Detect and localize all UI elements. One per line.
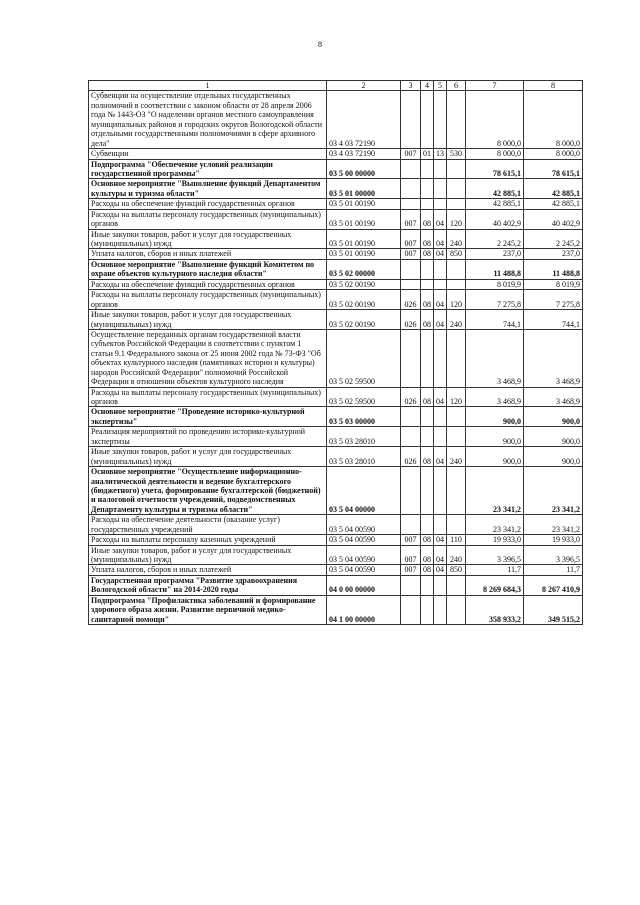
row-col6-cell: 240 <box>447 310 466 330</box>
row-code-cell: 03 5 03 28010 <box>327 427 401 447</box>
row-name-cell: Субвенции на осуществление отдельных государственных полномочий в соответствии с законом области от 28 апреля 2006 года № 1443-ОЗ "О наделении органов местного самоуправления муниципальных районов и городских округов Вологодской области отдельными государственными полномочиями в сфере архивного дела" <box>89 91 327 149</box>
row-col5-cell: 04 <box>434 310 447 330</box>
row-col4-cell <box>421 595 434 624</box>
row-col3-cell: 026 <box>401 387 421 407</box>
header-col-7: 7 <box>466 81 524 91</box>
table-row <box>89 199 583 209</box>
row-value7-cell: 358 933,2 <box>466 595 524 624</box>
row-name-cell: Подпрограмма "Профилактика заболеваний и формирование здорового образа жизни. Развитие первичной медико-санитарной помощи" <box>89 595 327 624</box>
row-col6-cell <box>447 179 466 199</box>
row-name-cell: Основное мероприятие "Проведение историко-культурной экспертизы" <box>89 407 327 427</box>
budget-table <box>88 80 583 625</box>
row-col6-cell <box>447 595 466 624</box>
row-value7-cell: 23 341,2 <box>466 515 524 535</box>
row-code-cell: 03 5 02 00000 <box>327 259 401 279</box>
row-code-cell: 03 5 03 00000 <box>327 407 401 427</box>
row-name-cell: Расходы на выплаты персоналу государственных (муниципальных) органов <box>89 290 327 310</box>
row-value7-cell: 2 245,2 <box>466 229 524 249</box>
table-row <box>89 447 583 467</box>
table-row <box>89 407 583 427</box>
page-number: 8 <box>318 40 322 49</box>
row-col5-cell <box>434 515 447 535</box>
row-value8-cell: 900,0 <box>524 427 583 447</box>
row-name-cell: Государственная программа "Развитие здравоохранения Вологодской области" на 2014-2020 годы <box>89 575 327 595</box>
row-col4-cell: 08 <box>421 249 434 259</box>
row-col6-cell: 240 <box>447 447 466 467</box>
row-col4-cell: 08 <box>421 447 434 467</box>
row-col3-cell <box>401 575 421 595</box>
row-col6-cell: 530 <box>447 149 466 159</box>
row-value7-cell: 900,0 <box>466 427 524 447</box>
row-name-cell: Иные закупки товаров, работ и услуг для государственных (муниципальных) нужд <box>89 545 327 565</box>
row-col4-cell: 08 <box>421 209 434 229</box>
row-value8-cell: 349 515,2 <box>524 595 583 624</box>
row-col6-cell: 120 <box>447 290 466 310</box>
row-value8-cell: 2 245,2 <box>524 229 583 249</box>
row-col5-cell: 04 <box>434 290 447 310</box>
row-col5-cell <box>434 159 447 179</box>
row-code-cell: 03 5 02 59500 <box>327 329 401 387</box>
row-col3-cell: 007 <box>401 535 421 545</box>
row-name-cell: Расходы на выплаты персоналу государственных (муниципальных) органов <box>89 209 327 229</box>
row-name-cell: Расходы на выплаты персоналу казенных учреждений <box>89 535 327 545</box>
row-value8-cell: 3 396,5 <box>524 545 583 565</box>
row-col5-cell <box>434 179 447 199</box>
row-col3-cell <box>401 259 421 279</box>
row-value8-cell: 11 488,8 <box>524 259 583 279</box>
row-col5-cell <box>434 279 447 289</box>
row-value8-cell: 900,0 <box>524 407 583 427</box>
row-value8-cell: 19 933,0 <box>524 535 583 545</box>
row-col6-cell: 850 <box>447 249 466 259</box>
row-col6-cell <box>447 467 466 515</box>
table-row <box>89 565 583 575</box>
row-col5-cell: 04 <box>434 209 447 229</box>
row-col5-cell: 04 <box>434 249 447 259</box>
row-col3-cell <box>401 179 421 199</box>
row-code-cell: 03 4 03 72190 <box>327 149 401 159</box>
row-name-cell: Субвенции <box>89 149 327 159</box>
row-col4-cell <box>421 179 434 199</box>
header-col-6: 6 <box>447 81 466 91</box>
table-row <box>89 159 583 179</box>
row-col4-cell: 08 <box>421 229 434 249</box>
row-col3-cell <box>401 91 421 149</box>
row-code-cell: 03 5 04 00590 <box>327 515 401 535</box>
header-row <box>89 81 583 91</box>
row-value8-cell: 3 468,9 <box>524 329 583 387</box>
row-col5-cell <box>434 199 447 209</box>
row-code-cell: 03 5 02 59500 <box>327 387 401 407</box>
row-col5-cell: 04 <box>434 545 447 565</box>
row-name-cell: Расходы на выплаты персоналу государственных (муниципальных) органов <box>89 387 327 407</box>
row-code-cell: 03 5 01 00190 <box>327 229 401 249</box>
row-value7-cell: 744,1 <box>466 310 524 330</box>
row-col4-cell <box>421 427 434 447</box>
row-col4-cell <box>421 575 434 595</box>
row-value8-cell: 3 468,9 <box>524 387 583 407</box>
row-col4-cell: 08 <box>421 387 434 407</box>
table-row <box>89 149 583 159</box>
table-row <box>89 259 583 279</box>
row-code-cell: 03 5 01 00000 <box>327 179 401 199</box>
row-value7-cell: 8 019,9 <box>466 279 524 289</box>
row-col5-cell <box>434 467 447 515</box>
row-col4-cell: 01 <box>421 149 434 159</box>
row-col5-cell <box>434 259 447 279</box>
row-col3-cell <box>401 279 421 289</box>
table-body <box>89 91 583 625</box>
row-value7-cell: 8 269 684,3 <box>466 575 524 595</box>
row-value8-cell: 23 341,2 <box>524 515 583 535</box>
row-value7-cell: 900,0 <box>466 407 524 427</box>
row-col3-cell: 026 <box>401 310 421 330</box>
header-col-2: 2 <box>327 81 401 91</box>
table-row <box>89 209 583 229</box>
row-col6-cell: 850 <box>447 565 466 575</box>
row-value8-cell: 900,0 <box>524 447 583 467</box>
table-row <box>89 290 583 310</box>
row-value7-cell: 8 000,0 <box>466 149 524 159</box>
table-row <box>89 329 583 387</box>
table-row <box>89 427 583 447</box>
row-value8-cell: 7 275,8 <box>524 290 583 310</box>
row-col3-cell <box>401 515 421 535</box>
table-row <box>89 467 583 515</box>
header-col-3: 3 <box>401 81 421 91</box>
table-row <box>89 515 583 535</box>
row-code-cell: 04 0 00 00000 <box>327 575 401 595</box>
row-col4-cell <box>421 199 434 209</box>
row-col5-cell <box>434 329 447 387</box>
row-value7-cell: 42 885,1 <box>466 199 524 209</box>
row-col3-cell: 026 <box>401 447 421 467</box>
row-code-cell: 03 5 01 00190 <box>327 249 401 259</box>
row-col5-cell: 04 <box>434 535 447 545</box>
row-value7-cell: 11 488,8 <box>466 259 524 279</box>
row-value7-cell: 19 933,0 <box>466 535 524 545</box>
row-value7-cell: 7 275,8 <box>466 290 524 310</box>
row-value7-cell: 3 468,9 <box>466 387 524 407</box>
row-col4-cell <box>421 329 434 387</box>
row-col3-cell <box>401 467 421 515</box>
row-col4-cell: 08 <box>421 290 434 310</box>
row-col4-cell <box>421 515 434 535</box>
row-value7-cell: 8 000,0 <box>466 91 524 149</box>
row-col6-cell: 240 <box>447 545 466 565</box>
row-col6-cell: 240 <box>447 229 466 249</box>
row-col3-cell <box>401 159 421 179</box>
row-col5-cell <box>434 427 447 447</box>
row-col4-cell: 08 <box>421 545 434 565</box>
row-col3-cell: 007 <box>401 545 421 565</box>
row-name-cell: Уплата налогов, сборов и иных платежей <box>89 249 327 259</box>
row-col6-cell <box>447 427 466 447</box>
row-value8-cell: 42 885,1 <box>524 199 583 209</box>
row-value7-cell: 78 615,1 <box>466 159 524 179</box>
row-col4-cell <box>421 279 434 289</box>
row-col6-cell: 120 <box>447 387 466 407</box>
row-value8-cell: 8 267 410,9 <box>524 575 583 595</box>
row-col4-cell <box>421 259 434 279</box>
table-row <box>89 279 583 289</box>
row-code-cell: 03 5 01 00190 <box>327 199 401 209</box>
table-row <box>89 91 583 149</box>
row-col3-cell <box>401 595 421 624</box>
row-value8-cell: 40 402,9 <box>524 209 583 229</box>
row-col4-cell: 08 <box>421 535 434 545</box>
table-row <box>89 535 583 545</box>
row-value8-cell: 237,0 <box>524 249 583 259</box>
row-value7-cell: 3 468,9 <box>466 329 524 387</box>
row-code-cell: 03 5 03 28010 <box>327 447 401 467</box>
row-code-cell: 03 5 02 00190 <box>327 290 401 310</box>
header-col-1: 1 <box>89 81 327 91</box>
row-col6-cell <box>447 279 466 289</box>
row-code-cell: 04 1 00 00000 <box>327 595 401 624</box>
row-value8-cell: 78 615,1 <box>524 159 583 179</box>
row-col6-cell <box>447 515 466 535</box>
row-code-cell: 03 5 02 00190 <box>327 310 401 330</box>
row-name-cell: Уплата налогов, сборов и иных платежей <box>89 565 327 575</box>
row-value8-cell: 8 000,0 <box>524 149 583 159</box>
row-name-cell: Расходы на обеспечение функций государственных органов <box>89 199 327 209</box>
row-col5-cell: 13 <box>434 149 447 159</box>
row-value8-cell: 23 341,2 <box>524 467 583 515</box>
row-value7-cell: 40 402,9 <box>466 209 524 229</box>
row-col6-cell <box>447 329 466 387</box>
row-col6-cell <box>447 407 466 427</box>
row-value8-cell: 42 885,1 <box>524 179 583 199</box>
row-col6-cell <box>447 575 466 595</box>
row-col6-cell: 120 <box>447 209 466 229</box>
table-row <box>89 575 583 595</box>
row-col3-cell <box>401 407 421 427</box>
row-name-cell: Иные закупки товаров, работ и услуг для государственных (муниципальных) нужд <box>89 229 327 249</box>
row-value8-cell: 744,1 <box>524 310 583 330</box>
row-col4-cell <box>421 91 434 149</box>
table-row <box>89 545 583 565</box>
row-col3-cell: 007 <box>401 209 421 229</box>
row-col6-cell: 110 <box>447 535 466 545</box>
row-name-cell: Реализация мероприятий по проведению историко-культурной экспертизы <box>89 427 327 447</box>
row-value8-cell: 8 000,0 <box>524 91 583 149</box>
header-col-4: 4 <box>421 81 434 91</box>
header-col-5: 5 <box>434 81 447 91</box>
row-value7-cell: 3 396,5 <box>466 545 524 565</box>
row-col5-cell: 04 <box>434 565 447 575</box>
row-code-cell: 03 5 04 00590 <box>327 565 401 575</box>
row-col3-cell <box>401 199 421 209</box>
row-name-cell: Иные закупки товаров, работ и услуг для государственных (муниципальных) нужд <box>89 310 327 330</box>
row-col6-cell <box>447 199 466 209</box>
row-name-cell: Основное мероприятие "Выполнение функций Департаментом культуры и туризма области" <box>89 179 327 199</box>
row-col4-cell: 08 <box>421 310 434 330</box>
row-code-cell: 03 5 00 00000 <box>327 159 401 179</box>
row-col5-cell <box>434 91 447 149</box>
row-value7-cell: 237,0 <box>466 249 524 259</box>
row-col3-cell: 026 <box>401 290 421 310</box>
table-row <box>89 229 583 249</box>
row-col4-cell: 08 <box>421 565 434 575</box>
row-value8-cell: 8 019,9 <box>524 279 583 289</box>
row-code-cell: 03 4 03 72190 <box>327 91 401 149</box>
row-name-cell: Основное мероприятие "Выполнение функций Комитетом по охране объектов культурного наследия области" <box>89 259 327 279</box>
row-col5-cell <box>434 575 447 595</box>
table-row <box>89 310 583 330</box>
row-code-cell: 03 5 04 00590 <box>327 535 401 545</box>
row-name-cell: Иные закупки товаров, работ и услуг для государственных (муниципальных) нужд <box>89 447 327 467</box>
table-row <box>89 179 583 199</box>
row-code-cell: 03 5 04 00000 <box>327 467 401 515</box>
row-col6-cell <box>447 159 466 179</box>
header-col-8: 8 <box>524 81 583 91</box>
row-col5-cell: 04 <box>434 229 447 249</box>
row-col6-cell <box>447 91 466 149</box>
row-col4-cell <box>421 467 434 515</box>
row-col3-cell: 007 <box>401 229 421 249</box>
row-code-cell: 03 5 02 00190 <box>327 279 401 289</box>
row-col5-cell <box>434 595 447 624</box>
row-col3-cell: 007 <box>401 565 421 575</box>
row-name-cell: Расходы на обеспечение деятельности (оказание услуг) государственных учреждений <box>89 515 327 535</box>
row-value7-cell: 42 885,1 <box>466 179 524 199</box>
row-col3-cell: 007 <box>401 149 421 159</box>
row-name-cell: Подпрограмма "Обеспечение условий реализации государственной программы" <box>89 159 327 179</box>
row-col6-cell <box>447 259 466 279</box>
row-value8-cell: 11,7 <box>524 565 583 575</box>
row-value7-cell: 23 341,2 <box>466 467 524 515</box>
row-col3-cell <box>401 329 421 387</box>
row-code-cell: 03 5 04 00590 <box>327 545 401 565</box>
row-col4-cell <box>421 407 434 427</box>
row-col3-cell <box>401 427 421 447</box>
row-col5-cell: 04 <box>434 447 447 467</box>
row-name-cell: Основное мероприятие "Осуществление информационно-аналитической деятельности и ведение бухгалтерского (бюджетного) учета, формирование бухгалтерской (бюджетной) и налоговой отчетности учреждений, подведомственных Департаменту культуры и туризма области" <box>89 467 327 515</box>
row-name-cell: Осуществление переданных органам государственной власти субъектов Российской Федерации в соответствии с пунктом 1 статьи 9.1 Федерального закона от 25 июня 2002 года № 73-ФЗ "Об объектах культурного наследия (памятниках истории и культуры) народов Российской Федерации" полномочий Российской Федерации в отношении объектов культурного наследия <box>89 329 327 387</box>
table-row <box>89 595 583 624</box>
table-row <box>89 249 583 259</box>
table-row <box>89 387 583 407</box>
row-col3-cell: 007 <box>401 249 421 259</box>
row-col5-cell: 04 <box>434 387 447 407</box>
row-col5-cell <box>434 407 447 427</box>
row-col4-cell <box>421 159 434 179</box>
row-code-cell: 03 5 01 00190 <box>327 209 401 229</box>
row-name-cell: Расходы на обеспечение функций государственных органов <box>89 279 327 289</box>
row-value7-cell: 11,7 <box>466 565 524 575</box>
row-value7-cell: 900,0 <box>466 447 524 467</box>
